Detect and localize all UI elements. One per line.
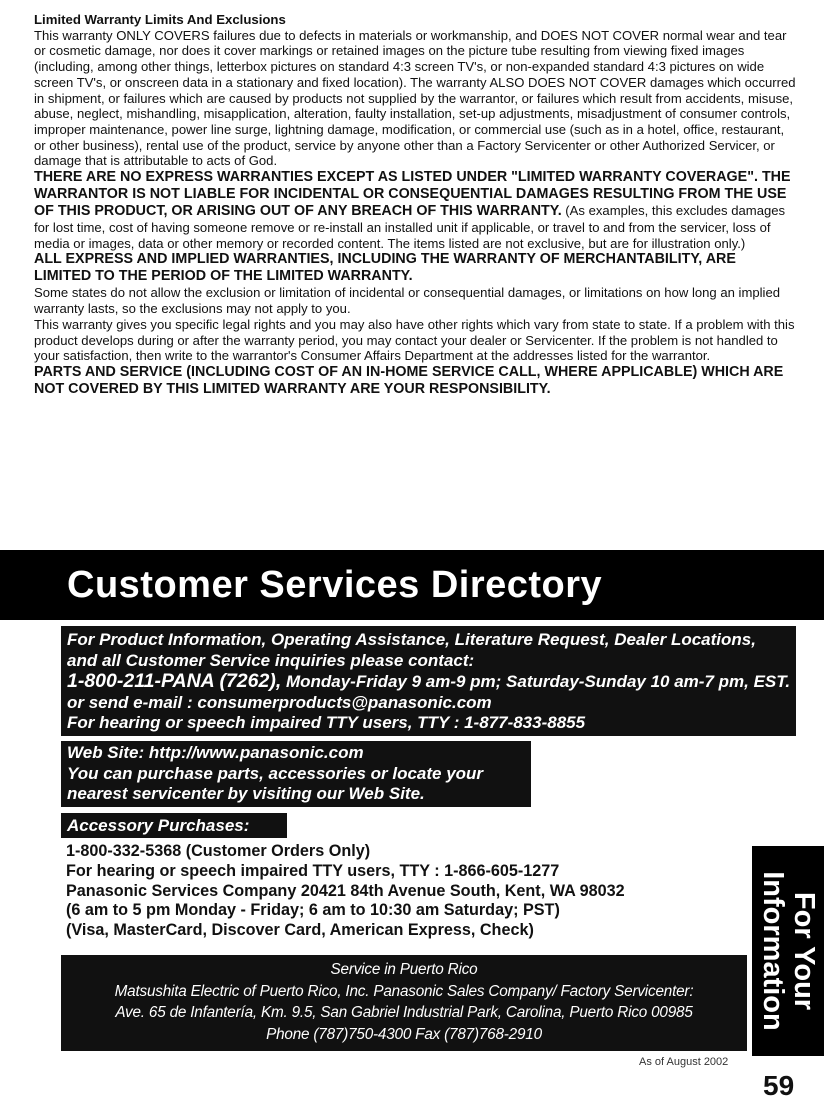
puerto-rico-box xyxy=(61,955,747,1051)
contact-info-box xyxy=(61,626,796,736)
web-site-box xyxy=(61,741,531,807)
warranty-bold-paragraph: ALL EXPRESS AND IMPLIED WARRANTIES, INCLUDING THE WARRANTY OF MERCHANTABILITY, ARE LIMITED TO THE PERIOD OF THE LIMITED WARRANTY. xyxy=(34,251,736,285)
warranty-paragraph xyxy=(34,169,796,251)
as-of-date: As of August 2002 xyxy=(639,1056,729,1068)
contact-email: or send e-mail : consumerproducts@panasonic.com xyxy=(67,692,492,712)
side-tab xyxy=(752,846,824,1056)
web-site-line: Web Site: http://www.panasonic.com xyxy=(67,743,364,762)
accessory-line: 1-800-332-5368 (Customer Orders Only) xyxy=(66,842,371,860)
puerto-rico-phone: Phone (787)750-4300 Fax (787)768-2910 xyxy=(266,1025,542,1043)
warranty-paragraph: This warranty gives you specific legal rights and you may also have other rights which vary from state to state. If a problem with this product develops during or after the warranty period, you may contact your dealer or Servicenter. If the problem is not handled to your satisfaction, then write to the warrantor's Consumer Affairs Department at the addresses listed for the warrantor. xyxy=(34,316,795,364)
accessory-line: Panasonic Services Company 20421 84th Avenue South, Kent, WA 98032 xyxy=(66,881,625,900)
warranty-bold-paragraph: PARTS AND SERVICE (INCLUDING COST OF AN IN-HOME SERVICE CALL, WHERE APPLICABLE) WHICH ARE NOT COVERED BY THIS LIMITED WARRANTY ARE YOUR RESPONSIBILITY. xyxy=(34,363,784,397)
accessory-line: (Visa, MasterCard, Discover Card, American Express, Check) xyxy=(66,921,534,940)
directory-title-banner: Customer Services Directory xyxy=(0,550,824,620)
warranty-paragraph: Some states do not allow the exclusion or limitation of incidental or consequential damages, or limitations on how long an implied warranty lasts, so the exclusions may not apply to you. xyxy=(34,285,781,317)
accessory-purchases-label: Accessory Purchases: xyxy=(61,813,287,838)
warranty-bold-text: THERE ARE NO EXPRESS WARRANTIES EXCEPT AS LISTED UNDER "LIMITED WARRANTY COVERAGE". THE WARRANTOR IS NOT LIABLE FOR INCIDENTAL OR CONSEQUENTIAL DAMAGES RESULTING FROM THE USE OF THIS PRODUCT, OR ARISING OUT OF ANY BREACH OF THIS WARRANTY. xyxy=(34,169,791,220)
puerto-rico-address: Ave. 65 de Infantería, Km. 9.5, San Gabriel Industrial Park, Carolina, Puerto Rico 00985 xyxy=(115,1004,693,1021)
warranty-text: (As examples, this excludes damages for lost time, cost of having someone remove or re-install an installed unit if applicable, or travel to and from the servicer, loss of media or images, data or other memory or recorded content. The items listed are not exclusive, but are for illustration only.) xyxy=(34,203,786,251)
contact-line: For Product Information, Operating Assistance, Literature Request, Dealer Locations, xyxy=(67,630,756,649)
accessory-line: For hearing or speech impaired TTY users, TTY : 1-866-605-1277 xyxy=(66,861,560,880)
warranty-paragraph: This warranty ONLY COVERS failures due to defects in materials or workmanship, and DOES NOT COVER normal wear and tear or cosmetic damage, nor does it cover markings or retained images on the picture tube resulting from viewing fixed images (including, among other things, letterbox pictures on standard 4:3 screen TV's, or non-expanded standard 4:3 pictures on wide screen TV's, or onscreen data in a stationary and fixed location). The warranty ALSO DOES NOT COVER damages which occurred in shipment, or failures which are caused by products not supplied by the warrantor, or failures which result from accidents, misuse, abuse, neglect, mishandling, misapplication, alteration, faulty installation, set-up adjustments, misadjustment of consumer controls, improper maintenance, power line surge, lightning damage, modification, or commercial use (such as in a hotel, office, restaurant, or other business), rental use of the product, service by anyone other than a Factory Servicenter or other Authorized Servicer, or damage that is attributable to acts of God. xyxy=(34,27,796,169)
contact-line: and all Customer Service inquiries please contact: xyxy=(67,650,475,670)
web-site-line: You can purchase parts, accessories or locate your xyxy=(67,763,484,783)
contact-tty: For hearing or speech impaired TTY users, TTY : 1-877-833-8855 xyxy=(67,713,586,732)
puerto-rico-company: Matsushita Electric of Puerto Rico, Inc. Panasonic Sales Company/ Factory Servicenter: xyxy=(114,982,694,1000)
accessory-info xyxy=(66,842,746,941)
puerto-rico-title: Service in Puerto Rico xyxy=(330,961,478,978)
contact-hours: Monday-Friday 9 am-9 pm; Saturday-Sunday 10 am-7 pm, EST. xyxy=(281,672,791,691)
warranty-heading: Limited Warranty Limits And Exclusions xyxy=(34,12,286,27)
web-site-line: nearest servicenter by visiting our Web Site. xyxy=(67,784,425,803)
accessory-line: (6 am to 5 pm Monday - Friday; 6 am to 10:30 am Saturday; PST) xyxy=(66,901,560,920)
page-number: 59 xyxy=(763,1070,795,1101)
side-tab-label: For Your Information xyxy=(757,871,820,1031)
contact-phone-line xyxy=(67,671,796,693)
contact-phone: 1-800-211-PANA (7262), xyxy=(67,670,282,692)
warranty-section xyxy=(34,12,796,398)
